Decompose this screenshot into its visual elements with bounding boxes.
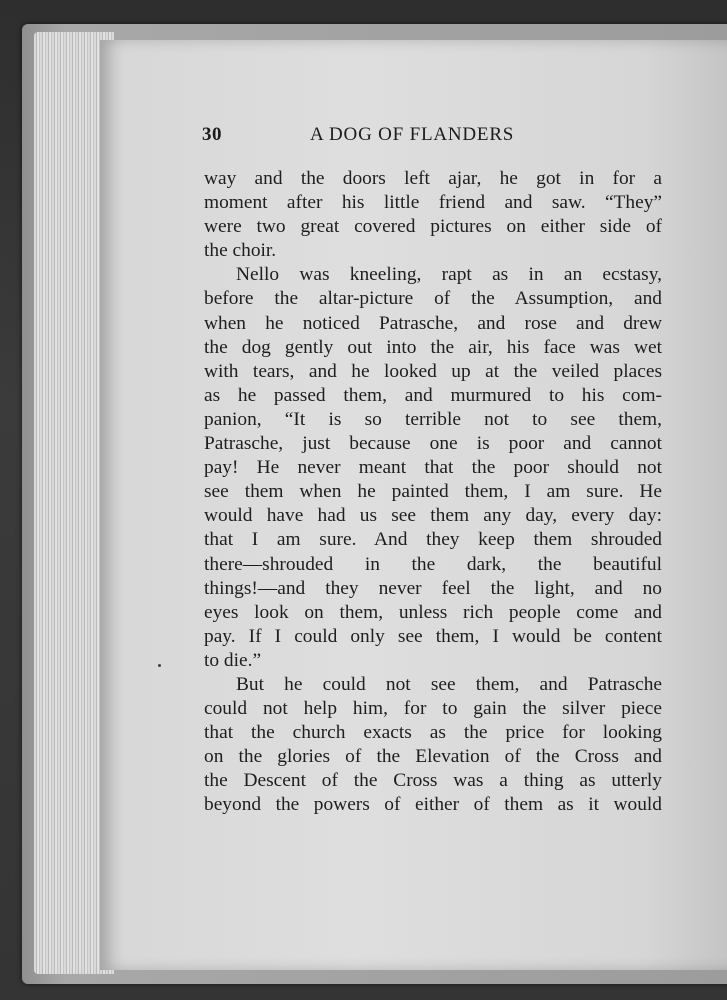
running-title: A DOG OF FLANDERS <box>310 124 515 145</box>
text-line: panion, “It is so terrible not to see them, <box>204 408 662 430</box>
text-line: the dog gently out into the air, his face was wet <box>204 336 662 358</box>
page-header <box>202 124 662 150</box>
page-speck <box>158 664 161 667</box>
text-line: see them when he painted them, I am sure. He <box>204 481 662 503</box>
text-line: would have had us see them any day, every day: <box>204 505 662 527</box>
text-line: to die.” <box>204 649 262 671</box>
paragraph-2 <box>204 263 662 673</box>
text-line: were two great covered pictures on either side of <box>204 216 662 238</box>
page-number: 30 <box>202 124 222 145</box>
paragraph-3 <box>204 673 662 818</box>
text-line: way and the doors left ajar, he got in for a <box>204 168 662 189</box>
text-line: that I am sure. And they keep them shrouded <box>204 529 662 551</box>
text-line: with tears, and he looked up at the veiled places <box>204 360 662 382</box>
text-line: before the altar-picture of the Assumption, and <box>204 288 662 310</box>
text-line: the Descent of the Cross was a thing as utterly <box>204 770 662 792</box>
paragraph-1 <box>204 167 662 263</box>
text-line: But he could not see them, and Patrasche <box>236 673 662 695</box>
text-line: Patrasche, just because one is poor and cannot <box>204 433 662 455</box>
text-line: eyes look on them, unless rich people come and <box>204 601 662 623</box>
body-text <box>204 167 662 818</box>
text-line: beyond the powers of either of them as it would <box>204 794 662 816</box>
text-line: there—shrouded in the dark, the beautiful <box>204 553 662 575</box>
text-line: moment after his little friend and saw. “They” <box>204 192 662 214</box>
text-line: as he passed them, and murmured to his com- <box>204 384 662 406</box>
text-line: Nello was kneeling, rapt as in an ecstasy, <box>236 264 662 286</box>
text-line: that the church exacts as the price for looking <box>204 722 662 744</box>
text-line: the choir. <box>204 240 277 262</box>
text-line: things!—and they never feel the light, and no <box>204 577 662 599</box>
text-line: when he noticed Patrasche, and rose and drew <box>204 312 662 334</box>
text-line: could not help him, for to gain the silver piece <box>204 698 662 720</box>
text-line: pay. If I could only see them, I would be content <box>204 625 662 647</box>
text-line: pay! He never meant that the poor should not <box>204 457 662 479</box>
text-line: on the glories of the Elevation of the Cross and <box>204 746 662 768</box>
